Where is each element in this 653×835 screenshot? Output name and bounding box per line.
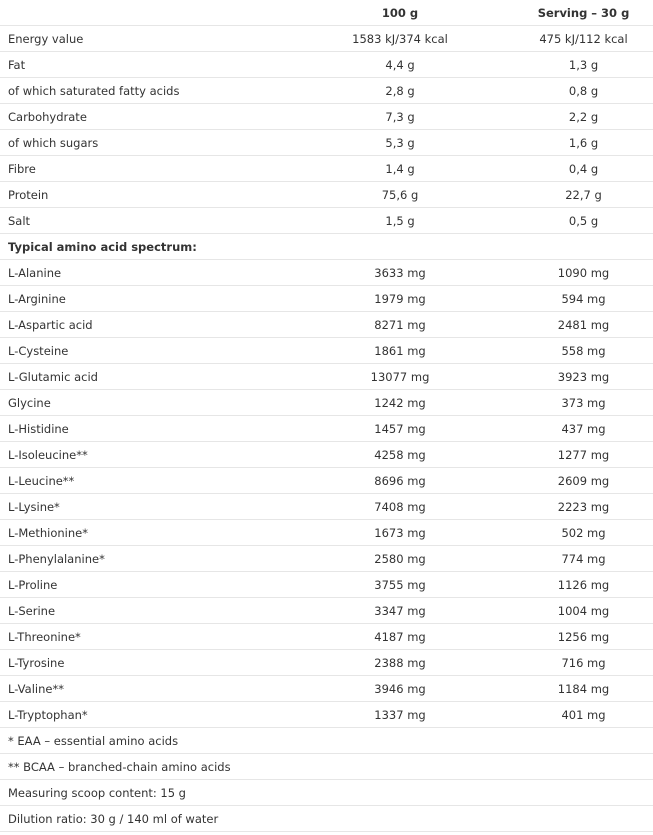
table-header-row bbox=[0, 0, 653, 26]
nutrient-name: Fat bbox=[0, 52, 286, 78]
value-per-serving: 1,6 g bbox=[514, 130, 653, 156]
value-per-serving: 1,3 g bbox=[514, 52, 653, 78]
empty-cell bbox=[286, 728, 514, 754]
nutrient-name: L-Proline bbox=[0, 572, 286, 598]
value-per-serving: 558 mg bbox=[514, 338, 653, 364]
value-per-serving: 373 mg bbox=[514, 390, 653, 416]
header-name bbox=[0, 0, 286, 26]
empty-cell bbox=[514, 728, 653, 754]
value-per-100g: 1337 mg bbox=[286, 702, 514, 728]
nutrient-name: L-Arginine bbox=[0, 286, 286, 312]
note-row bbox=[0, 780, 653, 806]
value-per-100g: 8696 mg bbox=[286, 468, 514, 494]
amino-rows bbox=[0, 260, 653, 728]
table-row bbox=[0, 156, 653, 182]
value-per-serving: 1277 mg bbox=[514, 442, 653, 468]
table-row bbox=[0, 572, 653, 598]
table-row bbox=[0, 468, 653, 494]
empty-cell bbox=[514, 754, 653, 780]
value-per-100g: 1979 mg bbox=[286, 286, 514, 312]
nutrient-name: of which sugars bbox=[0, 130, 286, 156]
value-per-100g: 3755 mg bbox=[286, 572, 514, 598]
header-per-serving: Serving – 30 g bbox=[514, 0, 653, 26]
value-per-serving: 716 mg bbox=[514, 650, 653, 676]
value-per-100g: 2388 mg bbox=[286, 650, 514, 676]
nutrient-name: Fibre bbox=[0, 156, 286, 182]
value-per-100g: 1583 kJ/374 kcal bbox=[286, 26, 514, 52]
value-per-serving: 22,7 g bbox=[514, 182, 653, 208]
table-row bbox=[0, 338, 653, 364]
value-per-serving: 2481 mg bbox=[514, 312, 653, 338]
empty-cell bbox=[514, 234, 653, 260]
table-row bbox=[0, 286, 653, 312]
table-row bbox=[0, 104, 653, 130]
value-per-100g: 4,4 g bbox=[286, 52, 514, 78]
value-per-100g: 1673 mg bbox=[286, 520, 514, 546]
value-per-100g: 75,6 g bbox=[286, 182, 514, 208]
value-per-100g: 7,3 g bbox=[286, 104, 514, 130]
nutrient-name: Energy value bbox=[0, 26, 286, 52]
value-per-100g: 1457 mg bbox=[286, 416, 514, 442]
value-per-serving: 0,4 g bbox=[514, 156, 653, 182]
table-row bbox=[0, 26, 653, 52]
table-row bbox=[0, 520, 653, 546]
notes-rows bbox=[0, 728, 653, 832]
value-per-100g: 2,8 g bbox=[286, 78, 514, 104]
nutrient-name: L-Alanine bbox=[0, 260, 286, 286]
empty-cell bbox=[286, 754, 514, 780]
empty-cell bbox=[286, 234, 514, 260]
value-per-100g: 2580 mg bbox=[286, 546, 514, 572]
empty-cell bbox=[514, 806, 653, 832]
nutrient-name: L-Valine** bbox=[0, 676, 286, 702]
value-per-serving: 1004 mg bbox=[514, 598, 653, 624]
value-per-serving: 0,5 g bbox=[514, 208, 653, 234]
value-per-serving: 1090 mg bbox=[514, 260, 653, 286]
value-per-100g: 4258 mg bbox=[286, 442, 514, 468]
table-row bbox=[0, 442, 653, 468]
value-per-serving: 2,2 g bbox=[514, 104, 653, 130]
nutrient-name: Salt bbox=[0, 208, 286, 234]
value-per-serving: 774 mg bbox=[514, 546, 653, 572]
value-per-serving: 0,8 g bbox=[514, 78, 653, 104]
amino-section-row bbox=[0, 234, 653, 260]
value-per-100g: 1242 mg bbox=[286, 390, 514, 416]
value-per-100g: 7408 mg bbox=[286, 494, 514, 520]
table-row bbox=[0, 390, 653, 416]
nutrient-name: Protein bbox=[0, 182, 286, 208]
note-text: Measuring scoop content: 15 g bbox=[0, 780, 286, 806]
value-per-serving: 1126 mg bbox=[514, 572, 653, 598]
table-row bbox=[0, 260, 653, 286]
value-per-100g: 3946 mg bbox=[286, 676, 514, 702]
nutrient-name: L-Histidine bbox=[0, 416, 286, 442]
note-row bbox=[0, 806, 653, 832]
table-row bbox=[0, 624, 653, 650]
nutrient-name: L-Leucine** bbox=[0, 468, 286, 494]
table-row bbox=[0, 182, 653, 208]
table-row bbox=[0, 52, 653, 78]
nutrition-rows bbox=[0, 26, 653, 234]
note-row bbox=[0, 754, 653, 780]
value-per-100g: 3633 mg bbox=[286, 260, 514, 286]
table-row bbox=[0, 650, 653, 676]
note-text: Dilution ratio: 30 g / 140 ml of water bbox=[0, 806, 286, 832]
value-per-serving: 401 mg bbox=[514, 702, 653, 728]
value-per-serving: 2609 mg bbox=[514, 468, 653, 494]
value-per-100g: 1,4 g bbox=[286, 156, 514, 182]
empty-cell bbox=[514, 780, 653, 806]
nutrient-name: L-Tryptophan* bbox=[0, 702, 286, 728]
value-per-serving: 2223 mg bbox=[514, 494, 653, 520]
table-row bbox=[0, 416, 653, 442]
value-per-serving: 475 kJ/112 kcal bbox=[514, 26, 653, 52]
value-per-serving: 1256 mg bbox=[514, 624, 653, 650]
value-per-serving: 1184 mg bbox=[514, 676, 653, 702]
nutrient-name: L-Lysine* bbox=[0, 494, 286, 520]
table-row bbox=[0, 676, 653, 702]
value-per-serving: 594 mg bbox=[514, 286, 653, 312]
value-per-100g: 1,5 g bbox=[286, 208, 514, 234]
table-row bbox=[0, 78, 653, 104]
nutrient-name: L-Methionine* bbox=[0, 520, 286, 546]
note-text: * EAA – essential amino acids bbox=[0, 728, 286, 754]
nutrient-name: L-Glutamic acid bbox=[0, 364, 286, 390]
value-per-serving: 3923 mg bbox=[514, 364, 653, 390]
value-per-serving: 502 mg bbox=[514, 520, 653, 546]
table-row bbox=[0, 208, 653, 234]
nutrient-name: L-Isoleucine** bbox=[0, 442, 286, 468]
value-per-100g: 3347 mg bbox=[286, 598, 514, 624]
table-row bbox=[0, 598, 653, 624]
empty-cell bbox=[286, 806, 514, 832]
table-row bbox=[0, 364, 653, 390]
table-row bbox=[0, 312, 653, 338]
table-row bbox=[0, 494, 653, 520]
table-row bbox=[0, 546, 653, 572]
note-row bbox=[0, 728, 653, 754]
nutrient-name: L-Cysteine bbox=[0, 338, 286, 364]
table-row bbox=[0, 130, 653, 156]
nutrient-name: Glycine bbox=[0, 390, 286, 416]
amino-section-title: Typical amino acid spectrum: bbox=[0, 234, 286, 260]
note-text: ** BCAA – branched-chain amino acids bbox=[0, 754, 286, 780]
nutrient-name: Carbohydrate bbox=[0, 104, 286, 130]
empty-cell bbox=[286, 780, 514, 806]
value-per-100g: 8271 mg bbox=[286, 312, 514, 338]
value-per-100g: 13077 mg bbox=[286, 364, 514, 390]
nutrient-name: L-Threonine* bbox=[0, 624, 286, 650]
value-per-serving: 437 mg bbox=[514, 416, 653, 442]
value-per-100g: 5,3 g bbox=[286, 130, 514, 156]
nutrient-name: L-Phenylalanine* bbox=[0, 546, 286, 572]
header-per-100g: 100 g bbox=[286, 0, 514, 26]
value-per-100g: 1861 mg bbox=[286, 338, 514, 364]
nutrient-name: of which saturated fatty acids bbox=[0, 78, 286, 104]
table-row bbox=[0, 702, 653, 728]
nutrient-name: L-Tyrosine bbox=[0, 650, 286, 676]
nutrient-name: L-Aspartic acid bbox=[0, 312, 286, 338]
nutrient-name: L-Serine bbox=[0, 598, 286, 624]
value-per-100g: 4187 mg bbox=[286, 624, 514, 650]
